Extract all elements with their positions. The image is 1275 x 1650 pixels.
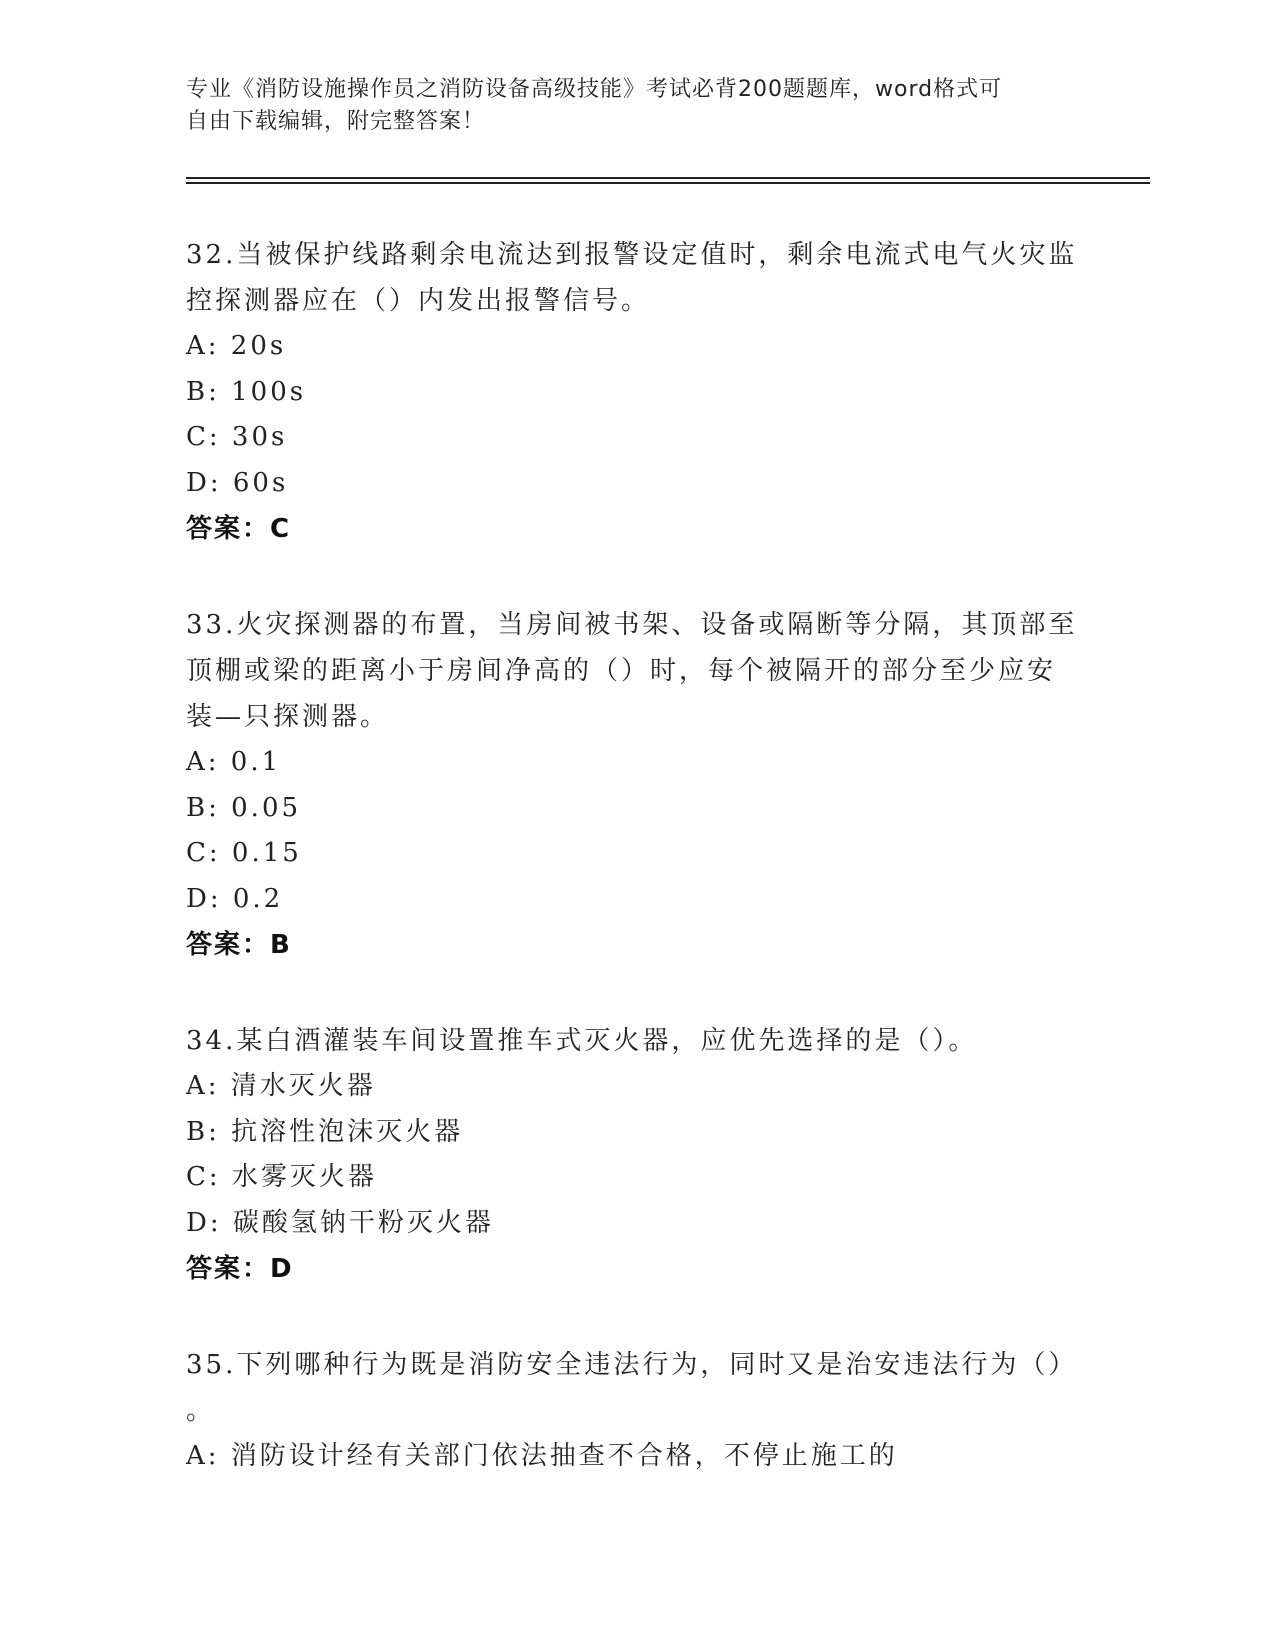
stem-line: 33.火灾探测器的布置，当房间被书架、设备或隔断等分隔，其顶部至 [186, 610, 1078, 640]
question-stem [186, 1018, 1086, 1064]
stem-line: 控探测器应在（）内发出报警信号。 [186, 286, 651, 316]
stem-line: 32.当被保护线路剩余电流达到报警设定值时，剩余电流式电气火灾监 [186, 240, 1078, 270]
question-list [186, 232, 1086, 1530]
option-b: B: 0.05 [186, 792, 302, 823]
stem-line: 装—只探测器。 [186, 702, 390, 732]
stem-line: 35.下列哪种行为既是消防安全违法行为，同时又是治安违法行为（） [186, 1350, 1078, 1380]
stem-line: 。 [186, 1396, 216, 1426]
header-rule-top [186, 177, 1150, 179]
option-c: C: 0.15 [186, 838, 302, 868]
header-line-1: 专业《消防设施操作员之消防设备高级技能》考试必背200题题库，word格式可 [186, 77, 1003, 102]
stem-line: 34.某白酒灌装车间设置推车式灭火器，应优先选择的是（）。 [186, 1026, 978, 1056]
option-c: C: 30s [186, 422, 288, 452]
question-stem [186, 602, 1086, 740]
header-rule-bottom [186, 182, 1150, 184]
question-stem [186, 1342, 1086, 1434]
stem-line: 顶棚或梁的距离小于房间净高的（）时，每个被隔开的部分至少应安 [186, 656, 1057, 686]
option-b: B: 抗溶性泡沫灭火器 [186, 1116, 464, 1147]
option-d: D: 0.2 [186, 883, 284, 914]
option-a: A: 清水灭火器 [186, 1071, 376, 1101]
question-35 [186, 1342, 1086, 1480]
answer: 答案：C [186, 514, 292, 544]
answer: 答案：D [186, 1254, 294, 1284]
question-stem [186, 232, 1086, 324]
option-a: A: 20s [186, 331, 287, 361]
option-d: D: 60s [186, 467, 289, 498]
question-32 [186, 232, 1086, 552]
option-b: B: 100s [186, 376, 307, 407]
question-33 [186, 602, 1086, 968]
document-header [186, 74, 1086, 138]
option-a: A: 消防设计经有关部门依法抽查不合格，不停止施工的 [186, 1441, 898, 1471]
option-c: C: 水雾灭火器 [186, 1162, 377, 1192]
question-34 [186, 1018, 1086, 1292]
answer: 答案：B [186, 930, 292, 960]
option-a: A: 0.1 [186, 747, 282, 777]
option-d: D: 碳酸氢钠干粉灭火器 [186, 1207, 494, 1238]
header-line-2: 自由下载编辑，附完整答案！ [186, 109, 486, 134]
